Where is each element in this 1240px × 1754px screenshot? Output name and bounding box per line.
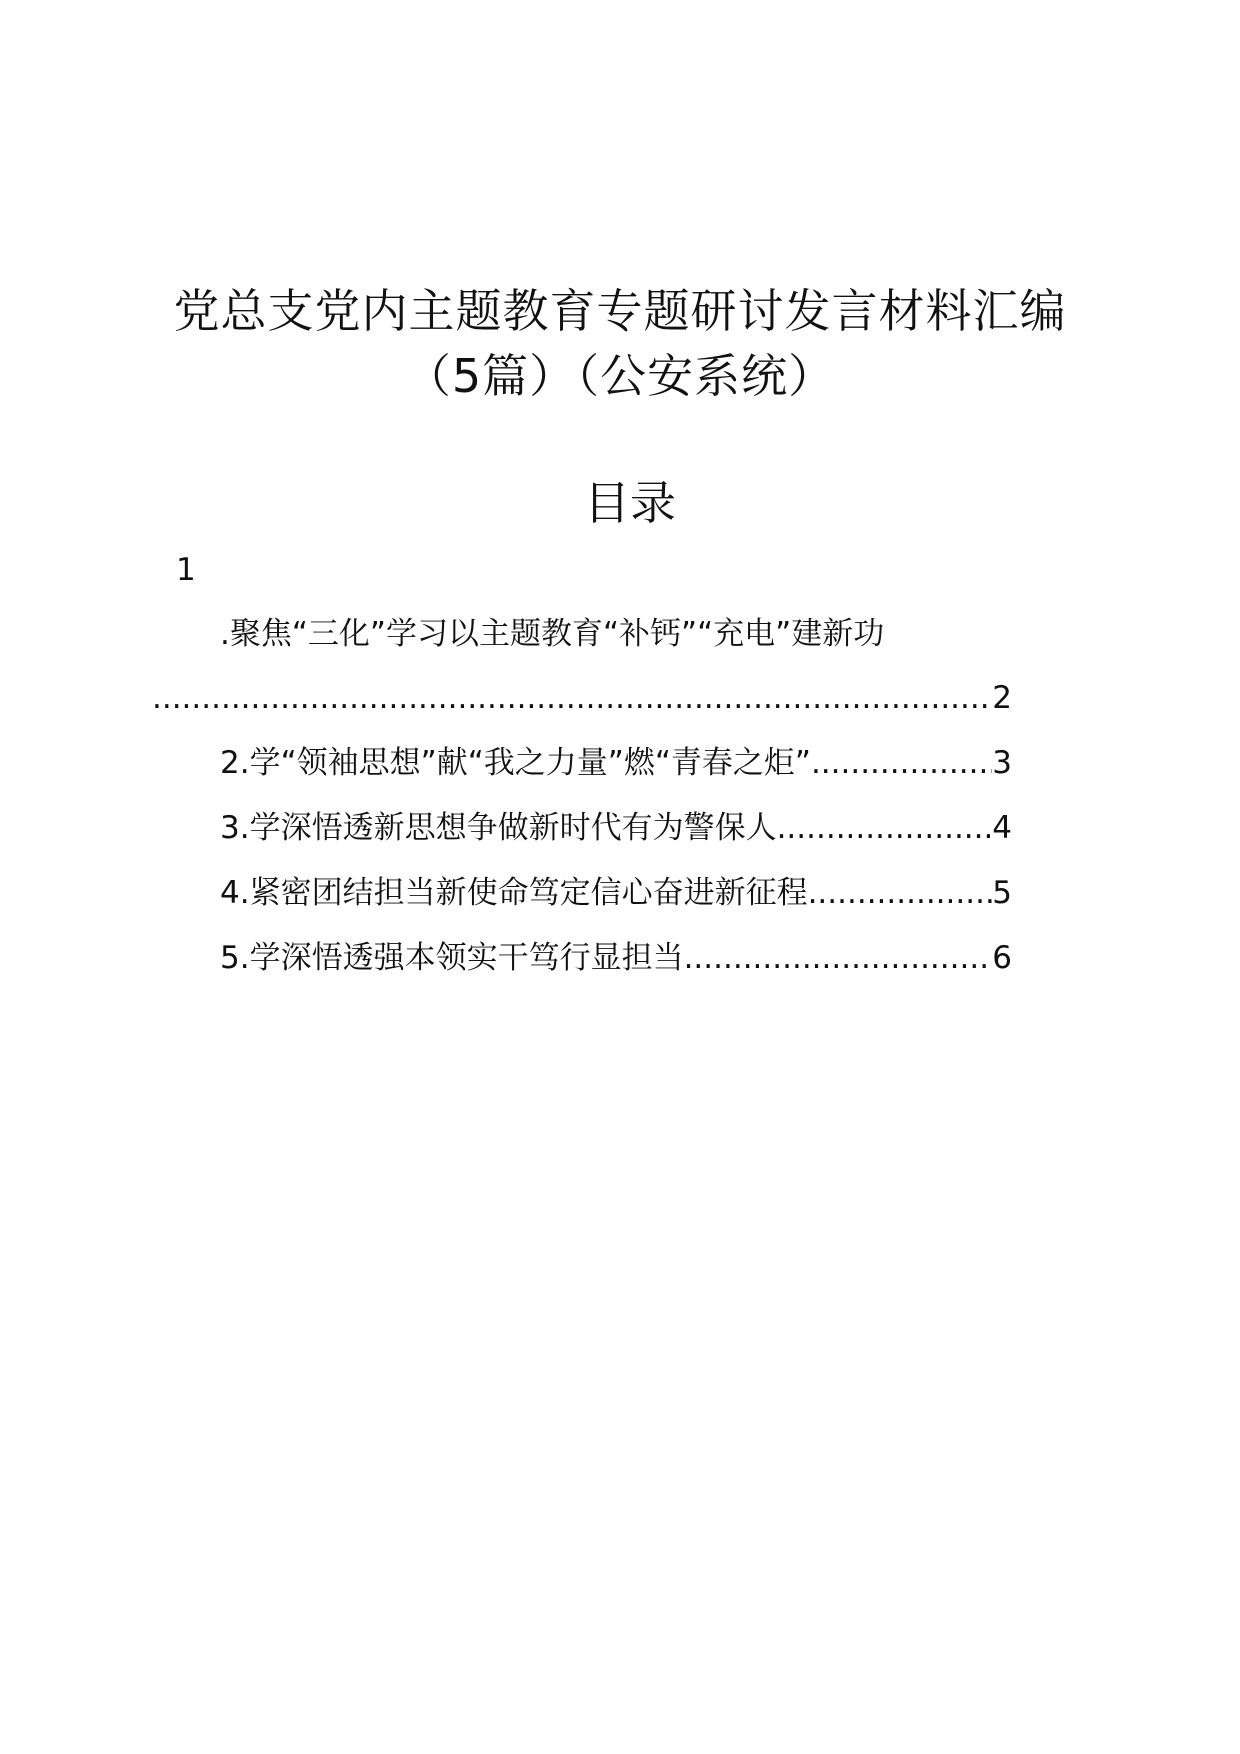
toc-entry-3-label: 3.学深悟透新思想争做新时代有为警保人 [220, 810, 777, 846]
toc-entry-1-page: 2 [992, 680, 1012, 716]
toc-entry-3[interactable] [220, 808, 1012, 848]
toc-entry-5-label: 5.学深悟透强本领实干笃行显担当 [220, 940, 684, 976]
toc-entry-4-page: 5 [992, 875, 1012, 911]
document-title-line-2: （5篇）（公安系统） [404, 349, 836, 403]
dot-leader [777, 808, 993, 848]
toc-entry-1-number: 1 [176, 552, 196, 588]
toc-entry-4-label: 4.紧密团结担当新使命笃定信心奋进新征程 [220, 875, 808, 911]
dot-leader [811, 743, 992, 783]
toc-entry-5-page: 6 [992, 940, 1012, 976]
toc-entry-3-page: 4 [992, 810, 1012, 846]
toc-entry-2[interactable] [220, 743, 1012, 783]
toc-entry-1-label[interactable]: .聚焦“三化”学习以主题教育“补钙”“充电”建新功 [220, 616, 885, 652]
dot-leader [152, 678, 992, 718]
toc-entry-5[interactable] [220, 938, 1012, 978]
document-title-line-1: 党总支党内主题教育专题研讨发言材料汇编 [173, 284, 1067, 338]
toc-heading: 目录 [584, 476, 676, 530]
dot-leader [808, 873, 993, 913]
toc-entry-1-leader[interactable] [152, 678, 1012, 718]
toc-entry-2-label: 2.学“领袖思想”献“我之力量”燃“青春之炬” [220, 745, 811, 781]
toc-entry-4[interactable] [220, 873, 1012, 913]
toc-entry-2-page: 3 [992, 745, 1012, 781]
dot-leader [684, 938, 993, 978]
